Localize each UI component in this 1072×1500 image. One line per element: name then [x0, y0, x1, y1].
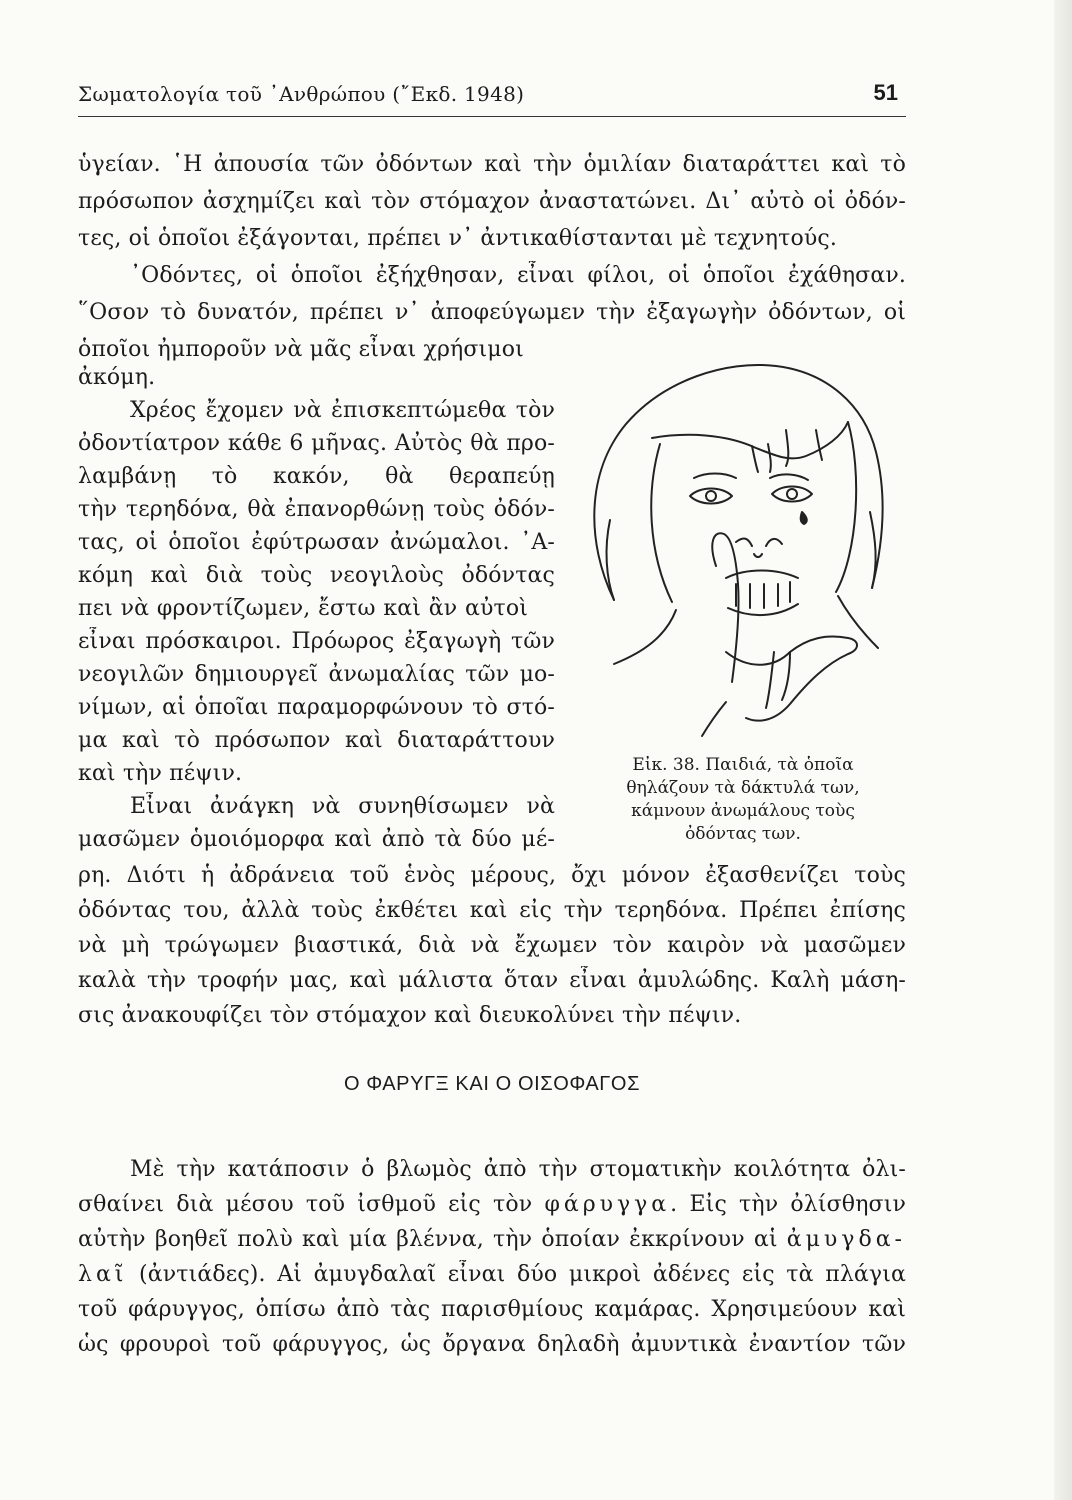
text-line: ὀδόντας του, ἀλλὰ τοὺς ἐκθέτει καὶ εἰς τὴν τερηδόνα. Πρέπει ἐπίσης	[78, 898, 906, 923]
left-pupil	[706, 491, 716, 501]
neck-right	[838, 596, 878, 648]
collar	[702, 702, 726, 736]
text-line: νίμων, αἱ ὁποῖαι παραμορφώνουν τὸ στό-	[78, 695, 555, 720]
nostril	[754, 554, 762, 557]
bangs-strand	[816, 430, 822, 460]
text-line: ἀκόμη.	[78, 365, 156, 390]
text-run: σθαίνει διὰ μέσου τοῦ ἰσθμοῦ εἰς τὸν	[78, 1192, 545, 1217]
hair-right-side	[870, 512, 876, 588]
text-line: πρόσωπον ἀσχημίζει καὶ τὸν στόμαχον ἀναστατώνει. Δι᾿ αὐτὸ οἱ ὀδόν-	[78, 189, 906, 214]
text-line: ὀδοντίατρον κάθε 6 μῆνας. Αὐτὸς θὰ προ-	[78, 431, 555, 456]
text-line: ῞Οσον τὸ δυνατόν, πρέπει ν᾿ ἀποφεύγωμεν τὴν ἐξαγωγὴν ὀδόντων, οἱ	[78, 300, 906, 325]
text-line	[78, 1190, 906, 1220]
text-line: λαμβάνῃ τὸ κακόν, θὰ θεραπεύῃ	[78, 464, 555, 489]
text-line: Εἶναι ἀνάγκη νὰ συνηθίσωμεν νὰ	[130, 794, 555, 819]
left-brow	[694, 474, 736, 479]
figure-caption-line: ὀδόντας των.	[685, 824, 801, 844]
text-run: (ἀντιάδες). Αἱ ἀμυγδαλαῖ εἶναι δύο μικροὶ ἀδένες εἰς τὰ πλάγια	[127, 1262, 906, 1287]
text-line: Χρέος ἔχομεν νὰ ἐπισκεπτώμεθα τὸν	[130, 398, 555, 423]
face-right	[836, 422, 856, 592]
text-run: . Εἰς τὴν ὀλίσθησιν	[670, 1192, 906, 1217]
child-thumb-sucking-illustration	[576, 352, 906, 752]
face-left	[651, 444, 672, 602]
text-run: ὡς φρουροὶ τοῦ φάρυγγος, ὡς ὄργανα δηλαδὴ ἀμυντικὰ ἐναντίον τῶν	[78, 1332, 906, 1357]
text-line	[78, 1225, 906, 1255]
teeth	[736, 582, 790, 608]
text-line: καὶ τὴν πέψιν.	[78, 761, 243, 786]
text-line: ὑγείαν. ῾Η ἀπουσία τῶν ὀδόντων καὶ τὴν ὁμιλίαν διαταράττει καὶ τὸ	[78, 152, 906, 177]
text-line: κόμη καὶ διὰ τοὺς νεογιλοὺς ὀδόντας	[78, 563, 555, 588]
page-edge-shadow	[1054, 0, 1072, 1500]
text-run: Μὲ τὴν κατάποσιν ὁ βλωμὸς ἀπὸ τὴν στοματικὴν κοιλότητα ὀλι-	[130, 1157, 906, 1182]
text-line: ὁποῖοι ἠμποροῦν νὰ μᾶς εἶναι χρήσιμοι	[78, 337, 524, 362]
text-line: πει νὰ φροντίζωμεν, ἔστω καὶ ἂν αὐτοὶ	[78, 596, 528, 621]
bangs-strand	[752, 446, 758, 472]
text-run: αὐτὴν βοηθεῖ πολὺ καὶ μία βλέννα, τὴν ὁποίαν ἐκκρίνουν αἱ	[78, 1227, 787, 1252]
right-pupil	[787, 489, 797, 499]
finger	[782, 652, 790, 700]
thumb	[712, 533, 738, 682]
figure-caption-line: θηλάζουν τὰ δάκτυλά των,	[626, 778, 860, 798]
nose	[736, 539, 782, 546]
neck-left	[614, 610, 676, 664]
text-line: μασῶμεν ὁμοιόμορφα καὶ ἀπὸ τὰ δύο μέ-	[78, 827, 555, 852]
bangs-strand	[786, 430, 788, 466]
text-line	[78, 1295, 906, 1325]
right-brow	[770, 474, 808, 480]
running-title: Σωματολογία τοῦ ᾿Ανθρώπου (῎Εκδ. 1948)	[78, 82, 525, 106]
text-line: τὴν τερηδόνα, θὰ ἐπανορθώνῃ τοὺς ὀδόν-	[78, 497, 555, 522]
text-line: εἶναι πρόσκαιροι. Πρόωρος ἐξαγωγὴ τῶν	[78, 629, 555, 654]
text-line: τες, οἱ ὁποῖοι ἐξάγονται, πρέπει ν᾿ ἀντικαθίστανται μὲ τεχνητούς.	[78, 226, 837, 251]
finger	[766, 652, 774, 708]
text-line: νεογιλῶν δημιουργεῖ ἀνωμαλίας τῶν μο-	[78, 662, 555, 687]
text-line: νὰ μὴ τρώγωμεν βιαστικά, διὰ νὰ ἔχωμεν τὸν καιρὸν νὰ μασῶμεν	[78, 933, 906, 958]
text-line: μα καὶ τὸ πρόσωπον καὶ διαταράττουν	[78, 728, 555, 753]
hair-outline	[594, 365, 882, 600]
text-line: τας, οἱ ὁποῖοι ἐφύτρωσαν ἀνώμαλοι. ᾿Α-	[78, 530, 555, 555]
figure-caption-line: κάμνουν ἀνωμάλους τοὺς	[631, 801, 855, 821]
page-number: 51	[873, 80, 898, 105]
page-header	[78, 82, 906, 117]
text-line: ᾿Οδόντες, οἱ ὁποῖοι ἐξήχθησαν, εἶναι φίλοι, οἱ ὁποῖοι ἐχάθησαν.	[130, 263, 906, 288]
text-line	[130, 1155, 906, 1185]
figure-caption-line: Εἰκ. 38. Παιδιά, τὰ ὁποῖα	[632, 755, 854, 775]
emphasized-term: φάρυγγα	[544, 1192, 671, 1217]
text-line	[78, 1330, 906, 1360]
text-run: τοῦ φάρυγγος, ὀπίσω ἀπὸ τὰς παρισθμίους καμάρας. Χρησιμεύουν καὶ	[78, 1297, 906, 1322]
emphasized-term: ἀμυγδα-	[786, 1227, 906, 1252]
text-line	[78, 1260, 906, 1290]
emphasized-term: λαῖ	[78, 1262, 128, 1287]
bangs-strand	[768, 444, 771, 472]
tear	[801, 512, 807, 524]
text-line: σις ἀνακουφίζει τὸν στόμαχον καὶ διευκολύνει τὴν πέψιν.	[78, 1003, 742, 1028]
section-heading: Ο ΦΑΡΥΓΞ ΚΑΙ Ο ΟΙΣΟΦΑΓΟΣ	[343, 1073, 641, 1095]
text-line: καλὰ τὴν τροφήν μας, καὶ μάλιστα ὅταν εἶναι ἀμυλώδης. Καλὴ μάση-	[78, 968, 906, 993]
hand-palm	[726, 637, 857, 721]
text-line: ρη. Διότι ἡ ἀδράνεια τοῦ ἑνὸς μέρους, ὄχι μόνον ἐξασθενίζει τοὺς	[78, 863, 906, 888]
